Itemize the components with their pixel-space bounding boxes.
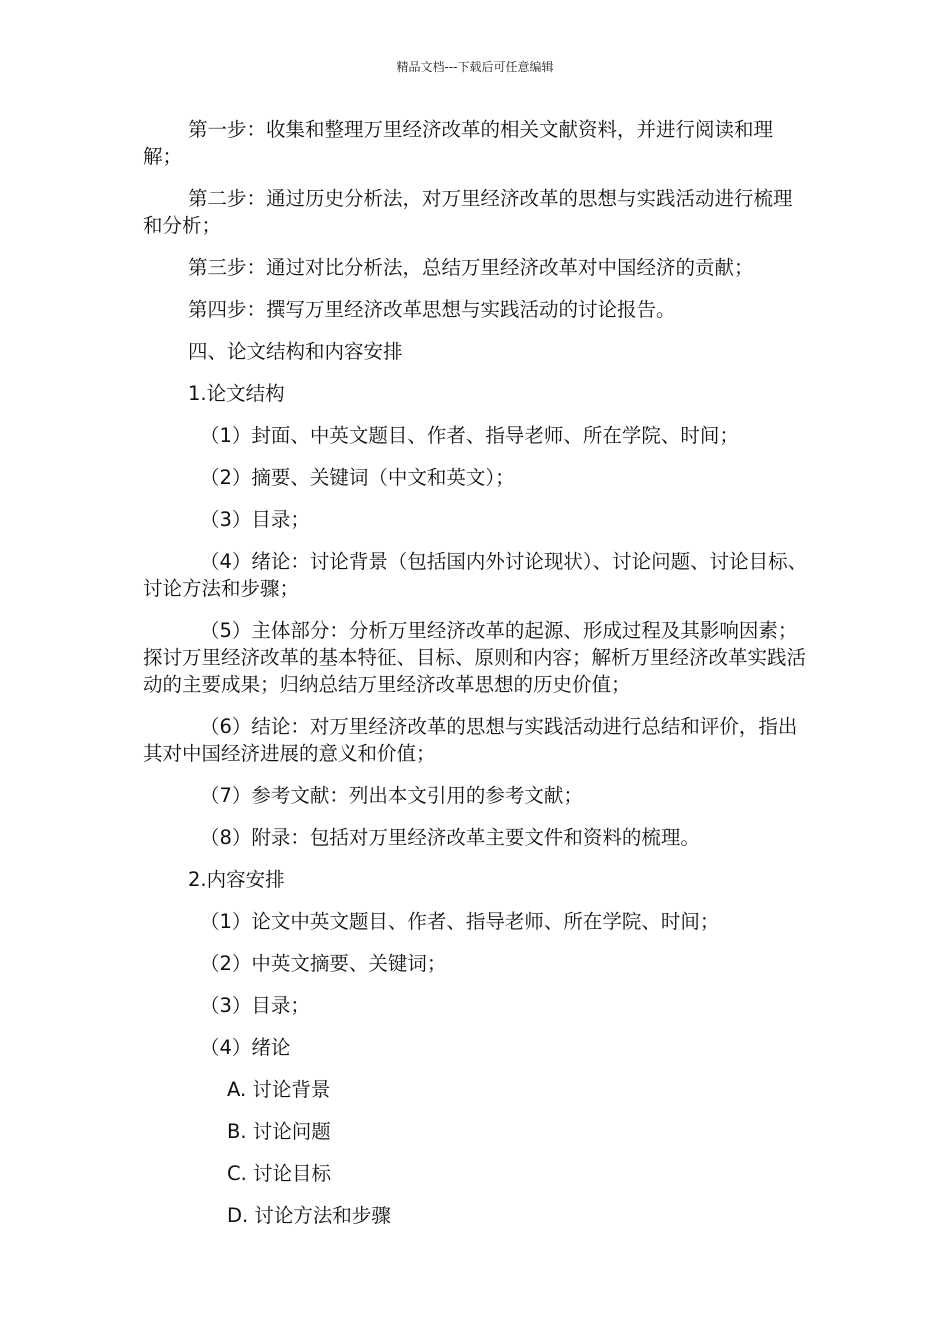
structure-item-5: （5）主体部分：分析万里经济改革的起源、形成过程及其影响因素；探讨万里经济改革的基本特征、目标、原则和内容；解析万里经济改革实践活动的主要成果；归纳总结万里经济改革思想的历史价值；: [143, 619, 807, 696]
structure-item-8: （8）附录：包括对万里经济改革主要文件和资料的梳理。: [200, 826, 700, 849]
content-item-4: （4）绪论: [200, 1036, 291, 1059]
structure-item-6: （6）结论：对万里经济改革的思想与实践活动进行总结和评价，指出其对中国经济进展的意义和价值；: [143, 715, 798, 765]
structure-item-2: （2）摘要、关键词（中文和英文）；: [200, 466, 515, 489]
paragraph-step-2: 第二步：通过历史分析法，对万里经济改革的思想与实践活动进行梳理和分析；: [143, 187, 793, 237]
section-heading-4: 四、论文结构和内容安排: [188, 340, 403, 363]
structure-item-1: （1）封面、中英文题目、作者、指导老师、所在学院、时间；: [200, 424, 739, 447]
intro-subitem-c: C. 讨论目标: [227, 1162, 332, 1185]
content-item-2: （2）中英文摘要、关键词；: [200, 952, 447, 975]
document-body: [143, 116, 811, 1244]
paragraph-step-4: 第四步：撰写万里经济改革思想与实践活动的讨论报告。: [188, 298, 676, 321]
content-item-3: （3）目录；: [200, 994, 310, 1017]
intro-subitem-d: D. 讨论方法和步骤: [227, 1204, 391, 1227]
page-header: 精品文档---下载后可任意编辑: [396, 60, 554, 74]
structure-item-3: （3）目录；: [200, 508, 310, 531]
intro-subitem-b: B. 讨论问题: [227, 1120, 331, 1143]
paragraph-step-1: 第一步：收集和整理万里经济改革的相关文献资料，并进行阅读和理解；: [143, 118, 774, 168]
content-item-1: （1）论文中英文题目、作者、指导老师、所在学院、时间；: [200, 910, 720, 933]
subheading-content: 2.内容安排: [188, 868, 285, 891]
intro-subitem-a: A. 讨论背景: [227, 1078, 331, 1101]
structure-item-7: （7）参考文献：列出本文引用的参考文献；: [200, 784, 583, 807]
structure-item-4: （4）绪论：讨论背景（包括国内外讨论现状）、讨论问题、讨论目标、讨论方法和步骤；: [143, 550, 808, 600]
subheading-structure: 1.论文结构: [188, 382, 285, 405]
paragraph-step-3: 第三步：通过对比分析法，总结万里经济改革对中国经济的贡献；: [188, 256, 754, 279]
